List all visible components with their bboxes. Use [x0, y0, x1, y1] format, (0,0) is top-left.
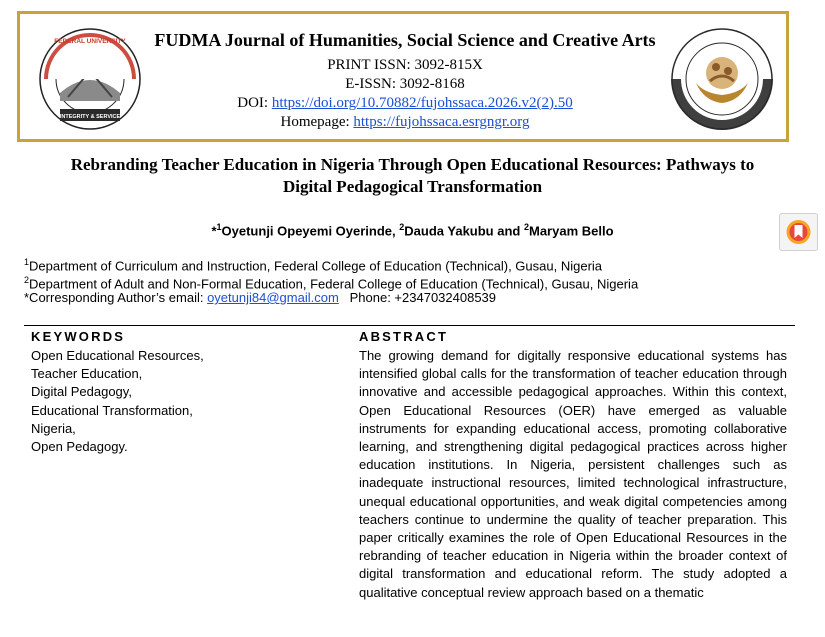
paper-title-line2: Digital Pedagogical Transformation	[282, 177, 543, 196]
print-issn: PRINT ISSN: 3092-815X	[327, 57, 483, 73]
affiliation-1-text: Department of Curriculum and Instruction, Federal College of Education (Technical), Gusau, Nigeria	[29, 258, 603, 274]
author3-affil-mark: 2	[523, 222, 529, 232]
keyword-item: Open Pedagogy.	[31, 439, 128, 455]
journal-header	[17, 11, 789, 142]
journal-title: FUDMA Journal of Humanities, Social Science and Creative Arts	[154, 30, 656, 50]
university-logo	[38, 27, 142, 131]
bookmark-icon	[780, 214, 817, 250]
abstract-body: The growing demand for digitally responsive educational systems has intensified global calls for the transformation of teacher education through innovative and accessible pedagogical approaches. Within this context, Open Educational Resources (OER) have emerged as valuable instruments for expanding educational access, promoting collaborative learning, and strengthening digital pedagogical practices across higher education institutions. In Nigeria, persistent challenges such as inadequate instructional resources, limited technological infrastructure, unequal educational opportunities, and weak digital competencies among teachers continue to undermine the quality of teacher preparation. This paper critically examines the role of Open Educational Resources in the rebranding of teacher education in Nigeria within the broader context of digital transformation and educational reform. The study adopted a qualitative conceptual review approach based on a thematic	[359, 348, 787, 600]
corresponding-phone: Phone: +2347032408539	[338, 290, 497, 305]
journal-logo	[670, 27, 774, 131]
keyword-item: Educational Transformation,	[31, 402, 193, 418]
svg-text:FEDERAL UNIVERSITY: FEDERAL UNIVERSITY	[54, 38, 126, 45]
keyword-item: Nigeria,	[31, 420, 76, 436]
affiliation-2-mark: 2	[24, 275, 30, 285]
section-divider	[24, 325, 795, 326]
author-line	[0, 222, 825, 238]
homepage-label: Homepage:	[280, 114, 354, 130]
keywords-list	[31, 347, 204, 456]
author1-affil-mark: 1	[216, 222, 222, 232]
check-for-updates-button[interactable]	[779, 213, 818, 251]
keyword-item: Open Educational Resources,	[31, 348, 204, 363]
homepage-link[interactable]: https://fujohssaca.esrgngr.org	[353, 114, 530, 130]
corresponding-email-link[interactable]: oyetunji84@gmail.com	[207, 290, 339, 305]
paper-title-line1: Rebranding Teacher Education in Nigeria Through Open Educational Resources: Pathways to	[70, 155, 755, 174]
corresponding-mark: *	[211, 223, 217, 239]
corresponding-label: *Corresponding Author’s email:	[24, 290, 208, 305]
doi-label: DOI:	[237, 95, 272, 111]
author2-name: Dauda Yakubu and	[404, 223, 524, 239]
paper-title	[30, 154, 795, 198]
homepage-line	[145, 113, 665, 132]
svg-text:INTEGRITY & SERVICE: INTEGRITY & SERVICE	[59, 114, 121, 120]
affiliation-1-mark: 1	[24, 257, 30, 267]
author1-name: Oyetunji Opeyemi Oyerinde,	[221, 223, 400, 239]
doi-link[interactable]: https://doi.org/10.70882/fujohssaca.2026.v2(2).50	[271, 95, 573, 111]
doi-line	[145, 94, 665, 113]
keyword-item: Digital Pedagogy,	[31, 384, 132, 400]
keyword-item: Teacher Education,	[31, 366, 143, 382]
affiliation-2-text: Department of Adult and Non-Formal Education, Federal College of Education (Technical), Gusau, Nigeria	[29, 276, 639, 292]
e-issn: E-ISSN: 3092-8168	[345, 76, 465, 92]
author3-name: Maryam Bello	[528, 223, 614, 239]
keywords-heading: KEYWORDS	[31, 329, 126, 344]
author2-affil-mark: 2	[399, 222, 405, 232]
abstract-heading: ABSTRACT	[359, 329, 449, 344]
journal-header-text	[145, 28, 665, 132]
corresponding-author	[24, 289, 496, 307]
